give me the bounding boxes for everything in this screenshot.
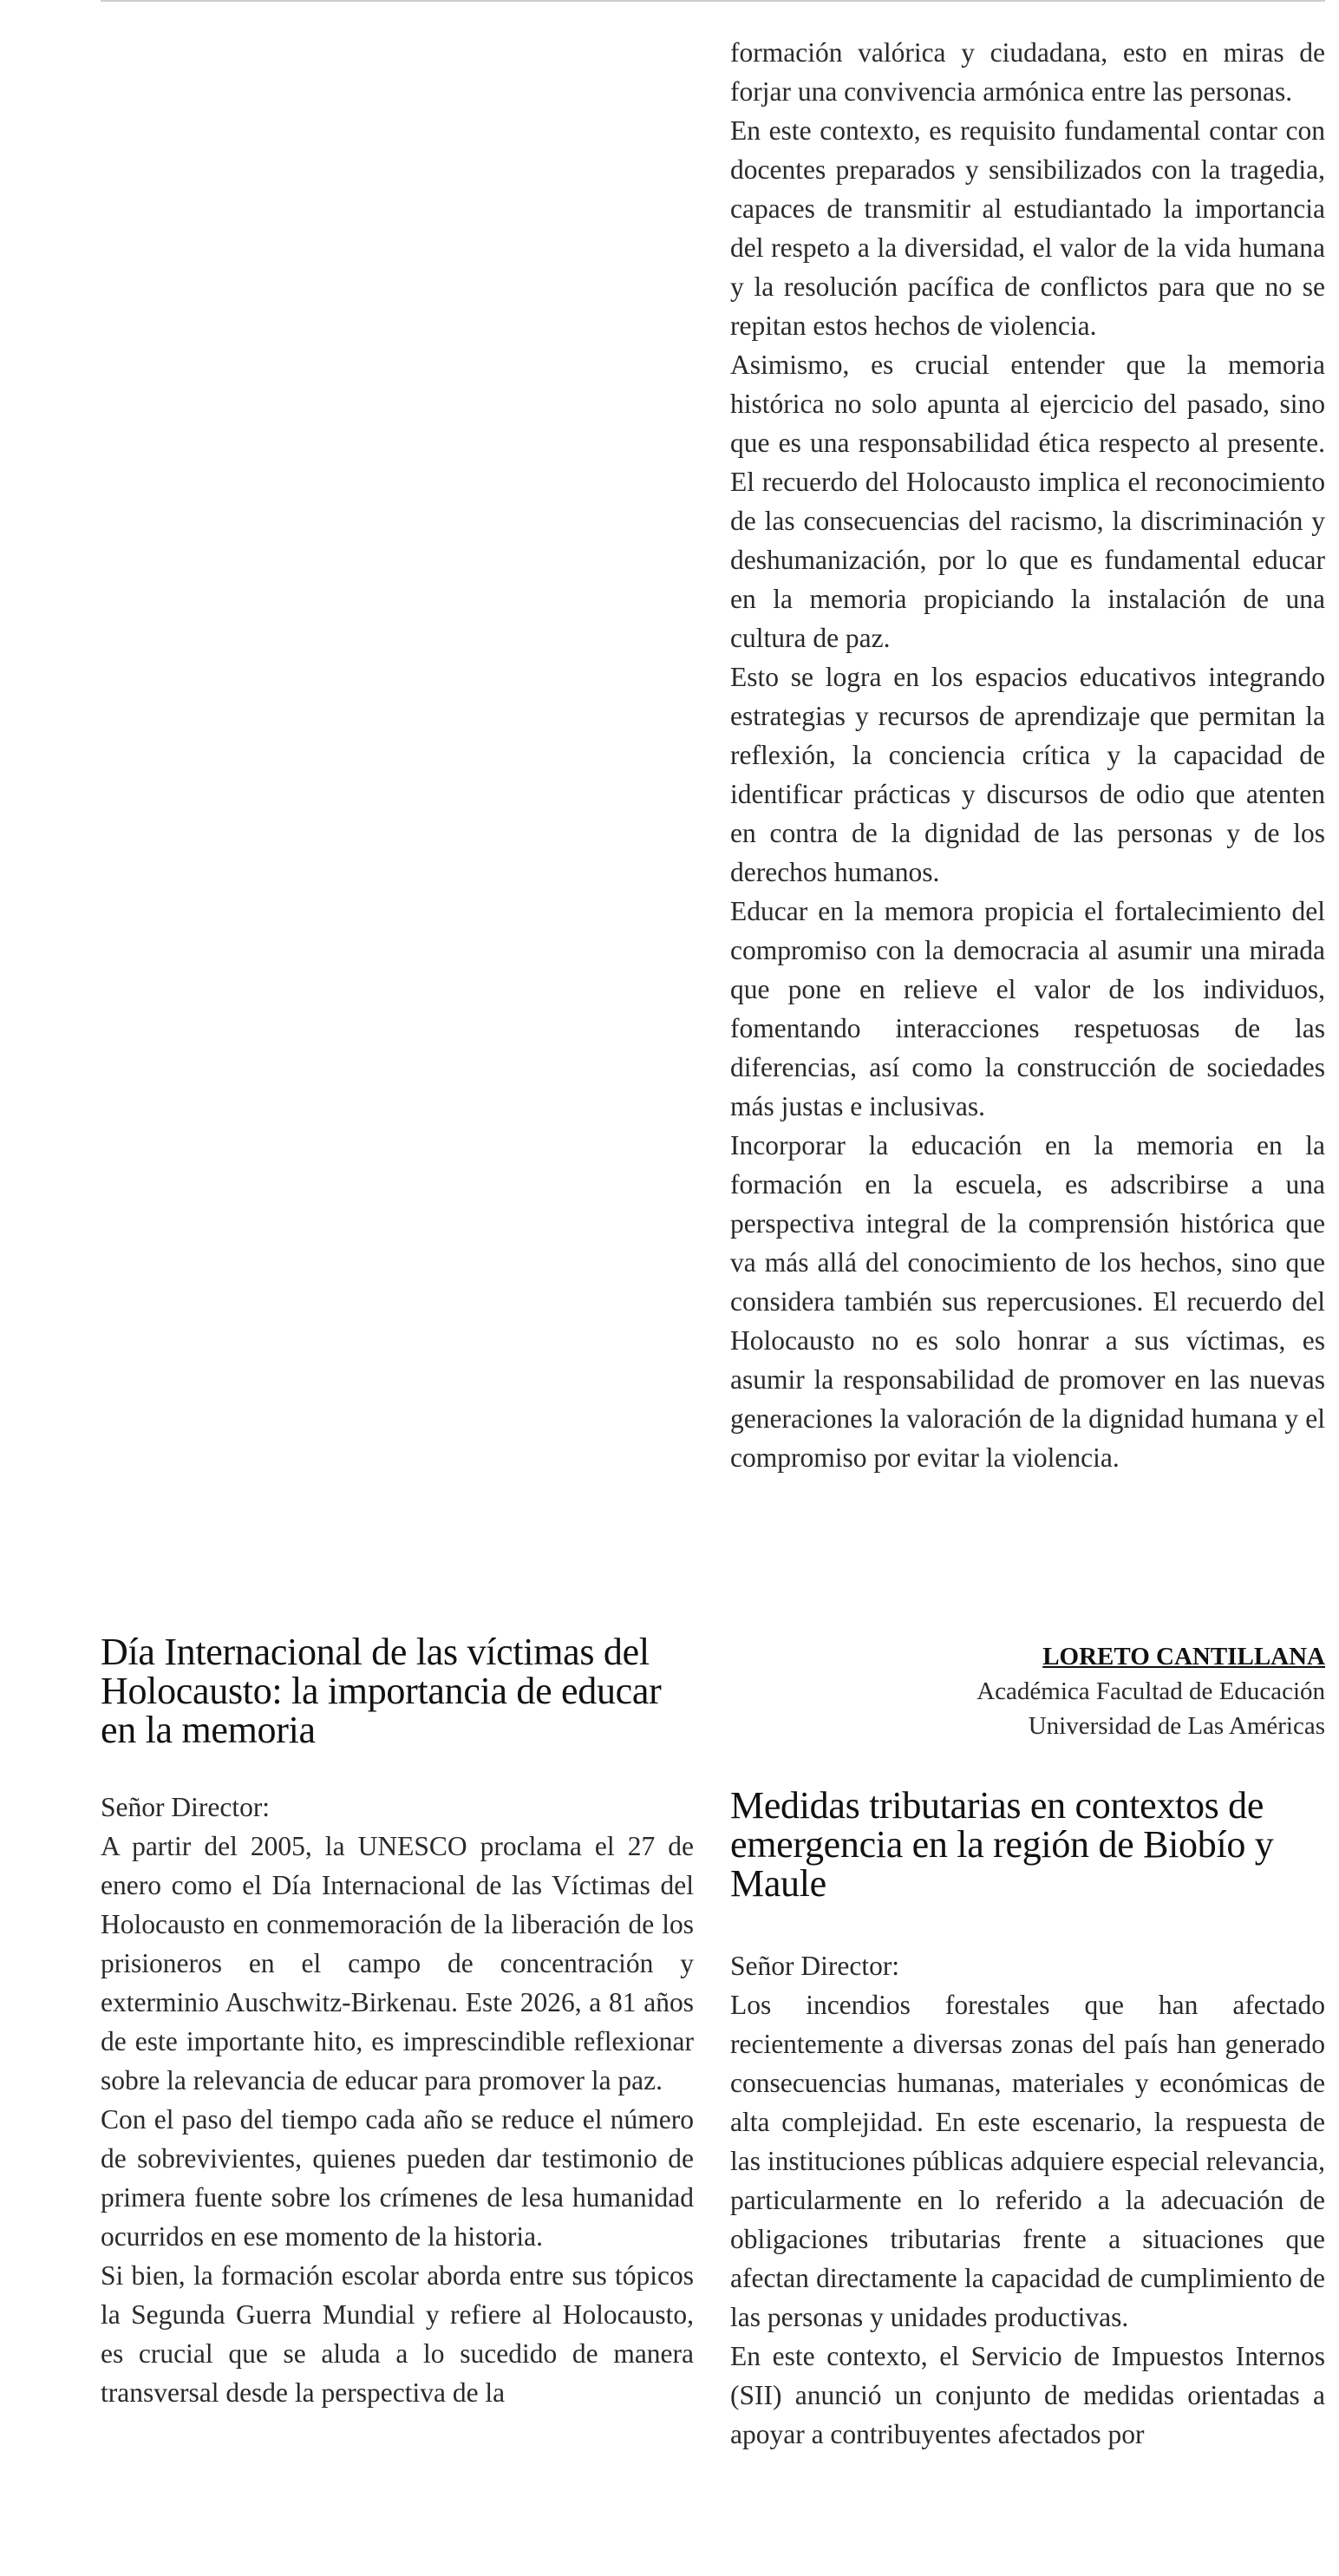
article-body — [101, 1788, 694, 2412]
salutation: Señor Director: — [101, 1792, 271, 1822]
paragraph: Asimismo, es crucial entender que la memoria histórica no solo apunta al ejercicio del pasado, sino que es una responsabilidad ética respecto al presente. El recuerdo del Holocausto implica el reconocimiento de las consecuencias del racismo, la discriminación y deshumanización, por lo que es fundamental educar en la memoria propiciando la instalación de una cultura de paz. — [730, 350, 1325, 653]
paragraph: Los incendios forestales que han afectado recientemente a diversas zonas del país han generado consecuencias humanas, materiales y económicas de alta complejidad. En este escenario, la respuesta de las instituciones públicas adquiere especial relevancia, particularmente en lo referido a la adecuación de obligaciones tributarias frente a situaciones que afectan directamente la capacidad de cumplimiento de las personas y unidades productivas. — [730, 1990, 1325, 2332]
salutation: Señor Director: — [730, 1951, 900, 1981]
paragraph: Con el paso del tiempo cada año se reduce el número de sobrevivientes, quienes pueden dar testimonio de primera fuente sobre los crímenes de lesa humanidad ocurridos en ese momento de la historia. — [101, 2104, 694, 2252]
signature-block — [976, 1639, 1325, 1743]
paragraph: formación valórica y ciudadana, esto en miras de forjar una convivencia armónica entre las personas. — [730, 37, 1325, 107]
paragraph: A partir del 2005, la UNESCO proclama el 27 de enero como el Día Internacional de las Víctimas del Holocausto en conmemoración de la liberación de los prisioneros en el campo de concentración y exterminio Auschwitz-Birkenau. Este 2026, a 81 años de este importante hito, es imprescindible reflexionar sobre la relevancia de educar para promover la paz. — [101, 1831, 694, 2095]
left-column — [101, 0, 694, 2576]
article-body — [730, 1946, 1325, 2454]
paragraph: En este contexto, es requisito fundamental contar con docentes preparados y sensibilizados con la tragedia, capaces de transmitir al estudiantado la importancia del respeto a la diversidad, el valor de la vida humana y la resolución pacífica de conflictos para que no se repitan estos hechos de violencia. — [730, 115, 1325, 341]
continued-article-body — [730, 33, 1325, 1477]
paragraph: Si bien, la formación escolar aborda entre sus tópicos la Segunda Guerra Mundial y refiere al Holocausto, es crucial que se aluda a lo sucedido de manera transversal desde la perspectiva de la — [101, 2260, 694, 2408]
article-title: Día Internacional de las víctimas del Holocausto: la importancia de educar en la memoria — [101, 1631, 662, 1751]
signature-role: Académica Facultad de Educación — [976, 1677, 1325, 1705]
paragraph: Educar en la memora propicia el fortalecimiento del compromiso con la democracia al asumir una mirada que pone en relieve el valor de los individuos, fomentando interacciones respetuosas de las diferencias, así como la construcción de sociedades más justas e inclusivas. — [730, 896, 1325, 1121]
letter-holocausto — [101, 1632, 694, 2412]
article-title: Medidas tributarias en contextos de emergencia en la región de Biobío y Maule — [730, 1784, 1274, 1905]
signature-name: LORETO CANTILLANA — [1042, 1643, 1325, 1670]
letter-medidas-tributarias — [730, 1786, 1325, 2454]
paragraph: Incorporar la educación en la memoria en la formación en la escuela, es adscribirse a una perspectiva integral de la comprensión histórica que va más allá del conocimiento de los hechos, sino que considera también sus repercusiones. El recuerdo del Holocausto no es solo honrar a sus víctimas, es asumir la responsabilidad de promover en las nuevas generaciones la valoración de la dignidad humana y el compromiso por evitar la violencia. — [730, 1130, 1325, 1473]
paragraph: Esto se logra en los espacios educativos integrando estrategias y recursos de aprendizaje que permitan la reflexión, la conciencia crítica y la capacidad de identificar prácticas y discursos de odio que atenten en contra de la dignidad de las personas y de los derechos humanos. — [730, 662, 1325, 887]
signature-institution: Universidad de Las Américas — [1028, 1712, 1325, 1740]
paragraph: En este contexto, el Servicio de Impuestos Internos (SII) anunció un conjunto de medidas orientadas a apoyar a contribuyentes afectados por — [730, 2341, 1325, 2449]
right-column — [730, 0, 1325, 2576]
